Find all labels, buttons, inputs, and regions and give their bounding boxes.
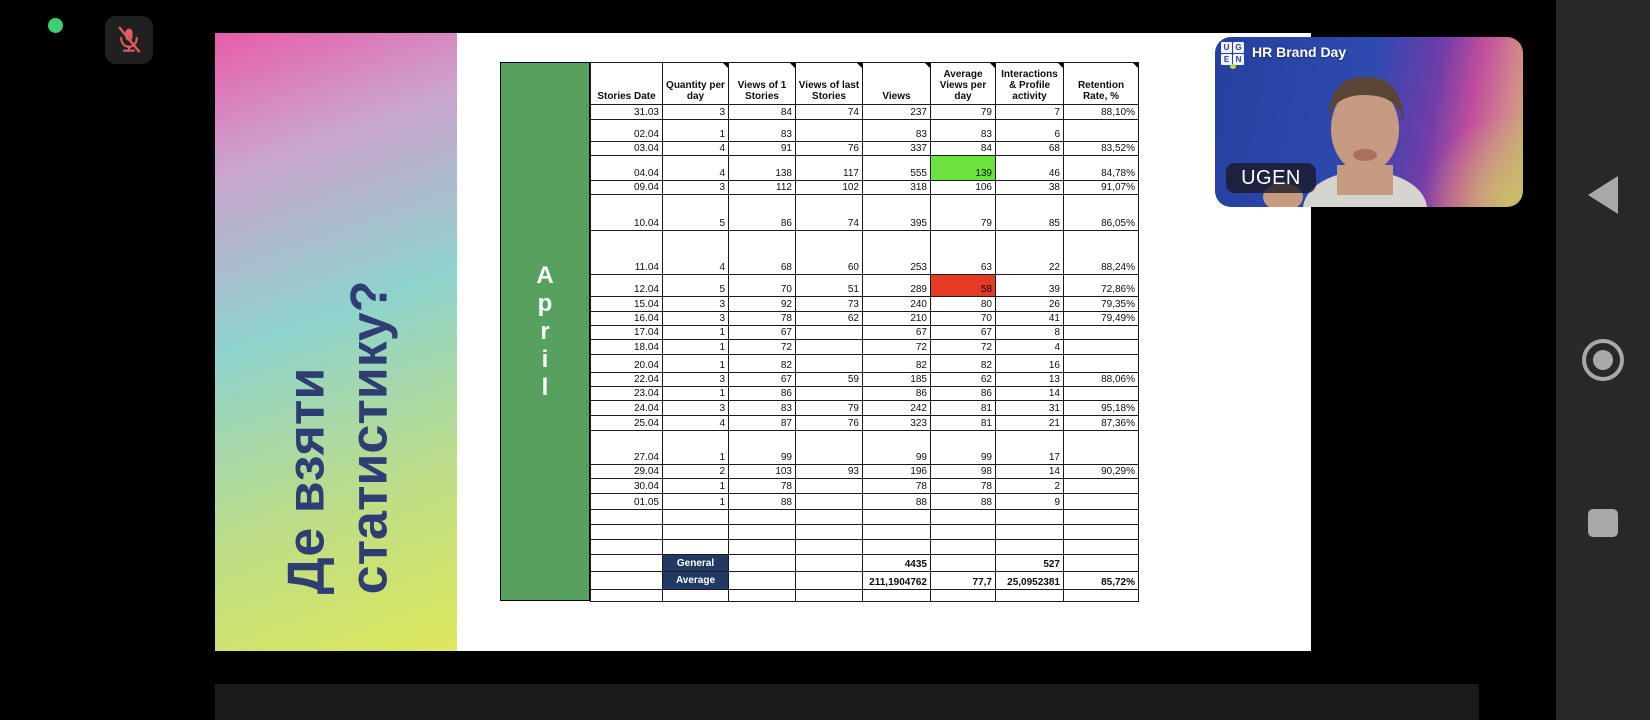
- table-cell: 88,10%: [1064, 105, 1139, 120]
- table-cell: [1064, 494, 1139, 510]
- table-cell: 67: [931, 326, 996, 340]
- table-cell: 395: [863, 195, 931, 231]
- table-cell: [863, 510, 931, 525]
- logo-tile: N: [1233, 54, 1244, 65]
- table-cell: 210: [863, 312, 931, 326]
- table-cell: 13: [996, 373, 1064, 387]
- table-cell: [796, 525, 863, 540]
- table-row: [591, 297, 1139, 312]
- table-cell: 79,49%: [1064, 312, 1139, 326]
- android-nav-bar: [1556, 0, 1650, 720]
- table-cell: 46: [996, 156, 1064, 181]
- slide-gradient-panel: [215, 33, 457, 651]
- table-cell: 253: [863, 231, 931, 275]
- table-cell: [796, 431, 863, 465]
- column-header: Views of 1 Stories: [729, 63, 796, 105]
- table-row: [591, 156, 1139, 181]
- table-cell: [1064, 340, 1139, 355]
- table-row: [591, 142, 1139, 156]
- column-header: Average Views per day: [931, 63, 996, 105]
- home-button[interactable]: [1556, 330, 1650, 390]
- table-cell: [663, 525, 729, 540]
- table-cell: [931, 540, 996, 555]
- table-cell: 2: [996, 479, 1064, 494]
- table-row: [591, 510, 1139, 525]
- table-cell: 25.04: [591, 416, 663, 431]
- table-cell: [729, 525, 796, 540]
- table-cell: 02.04: [591, 120, 663, 142]
- table-cell: [796, 590, 863, 602]
- comment-marker-icon: [790, 63, 795, 68]
- table-cell: 242: [863, 401, 931, 416]
- table-cell: 30.04: [591, 479, 663, 494]
- table-cell: 79: [931, 105, 996, 120]
- table-cell: 72,86%: [1064, 275, 1139, 297]
- table-cell: [931, 555, 996, 572]
- table-cell: 86,05%: [1064, 195, 1139, 231]
- participant-video-tile[interactable]: [1215, 37, 1523, 207]
- banner-title: HR Brand Day: [1252, 44, 1347, 60]
- table-cell: 4: [663, 156, 729, 181]
- table-row: [591, 120, 1139, 142]
- column-header: Interactions & Profile activity: [996, 63, 1064, 105]
- table-cell: 84: [931, 142, 996, 156]
- table-cell: 67: [729, 373, 796, 387]
- table-cell: [863, 525, 931, 540]
- table-cell: 04.04: [591, 156, 663, 181]
- table-cell: 323: [863, 416, 931, 431]
- table-cell: [796, 494, 863, 510]
- table-cell: 70: [729, 275, 796, 297]
- table-cell: [1064, 326, 1139, 340]
- slide-title-line-2: статистику?: [341, 280, 399, 594]
- table-cell: 88,06%: [1064, 373, 1139, 387]
- table-cell: 83: [931, 120, 996, 142]
- table-cell: 4: [663, 231, 729, 275]
- table-row: [591, 105, 1139, 120]
- table-cell: 14: [996, 465, 1064, 479]
- table-cell: 18.04: [591, 340, 663, 355]
- table-cell: 16.04: [591, 312, 663, 326]
- mic-muted-icon: [112, 23, 146, 57]
- home-circle-icon: [1582, 339, 1624, 381]
- table-cell: 72: [931, 340, 996, 355]
- table-cell: 74: [796, 105, 863, 120]
- table-cell: 58: [931, 275, 996, 297]
- table-cell: [729, 572, 796, 590]
- table-cell: 15.04: [591, 297, 663, 312]
- table-cell: 527: [996, 555, 1064, 572]
- table-cell: [1064, 510, 1139, 525]
- table-cell: 86: [931, 387, 996, 401]
- comment-marker-icon: [1133, 63, 1138, 68]
- table-cell: 4: [996, 340, 1064, 355]
- table-cell: 17.04: [591, 326, 663, 340]
- status-dot: [48, 18, 63, 33]
- table-cell: [591, 590, 663, 602]
- table-cell: [796, 120, 863, 142]
- comment-marker-icon: [723, 63, 728, 68]
- table-cell: 86: [729, 387, 796, 401]
- table-cell: 6: [996, 120, 1064, 142]
- table-cell: [591, 555, 663, 572]
- comment-marker-icon: [990, 63, 995, 68]
- table-cell: 68: [729, 231, 796, 275]
- table-row: [591, 312, 1139, 326]
- column-header: Stories Date: [591, 63, 663, 105]
- table-cell: 2: [663, 465, 729, 479]
- month-label-bar: [500, 62, 590, 601]
- table-cell: 03.04: [591, 142, 663, 156]
- table-cell: 62: [931, 373, 996, 387]
- table-cell: 81: [931, 416, 996, 431]
- table-cell: 27.04: [591, 431, 663, 465]
- table-cell: 1: [663, 494, 729, 510]
- table-cell: 82: [863, 355, 931, 373]
- comment-marker-icon: [1058, 63, 1063, 68]
- table-cell: [863, 540, 931, 555]
- table-cell: 1: [663, 340, 729, 355]
- table-cell: 98: [931, 465, 996, 479]
- table-cell: 88: [729, 494, 796, 510]
- table-cell: 82: [729, 355, 796, 373]
- table-cell: [1064, 431, 1139, 465]
- table-cell: 4: [663, 142, 729, 156]
- table-row: [591, 416, 1139, 431]
- table-cell: 117: [796, 156, 863, 181]
- back-button[interactable]: [1556, 165, 1650, 225]
- table-cell: [1064, 555, 1139, 572]
- summary-row: [591, 572, 1139, 590]
- column-header: Views: [863, 63, 931, 105]
- table-cell: 51: [796, 275, 863, 297]
- table-row: [591, 465, 1139, 479]
- table-cell: 31: [996, 401, 1064, 416]
- table-cell: 78: [729, 312, 796, 326]
- table-row: [591, 326, 1139, 340]
- table-cell: [729, 540, 796, 555]
- table-cell: [796, 355, 863, 373]
- table-cell: 14: [996, 387, 1064, 401]
- table-row: [591, 525, 1139, 540]
- ugen-logo-icon: [1221, 42, 1244, 65]
- table-cell: [1064, 525, 1139, 540]
- table-cell: 1: [663, 431, 729, 465]
- table-cell: 5: [663, 275, 729, 297]
- table-cell: 88,24%: [1064, 231, 1139, 275]
- table-cell: 12.04: [591, 275, 663, 297]
- month-letter: l: [541, 373, 549, 401]
- stories-stats-table: [590, 62, 1139, 602]
- table-cell: 70: [931, 312, 996, 326]
- table-cell: [1064, 355, 1139, 373]
- recents-button[interactable]: [1556, 493, 1650, 553]
- table-cell: [996, 510, 1064, 525]
- table-cell: 78: [729, 479, 796, 494]
- table-cell: 83: [729, 120, 796, 142]
- table-cell: 78: [931, 479, 996, 494]
- table-cell: 77,7: [931, 572, 996, 590]
- table-row: [591, 355, 1139, 373]
- table-cell: 22.04: [591, 373, 663, 387]
- table-cell: [729, 590, 796, 602]
- table-cell: 84: [729, 105, 796, 120]
- month-letter: r: [540, 317, 550, 345]
- table-cell: 09.04: [591, 181, 663, 195]
- table-cell: [729, 555, 796, 572]
- table-cell: 4: [663, 416, 729, 431]
- table-cell: 38: [996, 181, 1064, 195]
- table-cell: 23.04: [591, 387, 663, 401]
- table-cell: 83,52%: [1064, 142, 1139, 156]
- table-cell: 318: [863, 181, 931, 195]
- logo-dot: [1230, 64, 1236, 69]
- column-header: Views of last Stories: [796, 63, 863, 105]
- table-cell: [796, 510, 863, 525]
- month-letter: i: [541, 345, 549, 373]
- table-cell: 1: [663, 326, 729, 340]
- webcam-banner: [1221, 42, 1346, 65]
- table-cell: 9: [996, 494, 1064, 510]
- table-cell: 67: [863, 326, 931, 340]
- table-cell: 102: [796, 181, 863, 195]
- table-cell: 1: [663, 479, 729, 494]
- table-cell: 85: [996, 195, 1064, 231]
- table-cell: 5: [663, 195, 729, 231]
- table-cell: [796, 540, 863, 555]
- table-cell: 79,35%: [1064, 297, 1139, 312]
- table-cell: 7: [996, 105, 1064, 120]
- table-cell: [796, 572, 863, 590]
- table-cell: 81: [931, 401, 996, 416]
- table-cell: [796, 555, 863, 572]
- table-cell: 93: [796, 465, 863, 479]
- table-cell: 59: [796, 373, 863, 387]
- table-cell: [796, 326, 863, 340]
- table-cell: 4435: [863, 555, 931, 572]
- table-cell: 29.04: [591, 465, 663, 479]
- table-cell: 76: [796, 142, 863, 156]
- table-cell: 185: [863, 373, 931, 387]
- table-cell: 79: [796, 401, 863, 416]
- table-cell: 289: [863, 275, 931, 297]
- table-cell: 84,78%: [1064, 156, 1139, 181]
- table-cell: 10.04: [591, 195, 663, 231]
- summary-row: [591, 590, 1139, 602]
- table-cell: [591, 510, 663, 525]
- table-cell: [996, 525, 1064, 540]
- table-cell: 63: [931, 231, 996, 275]
- table-cell: 26: [996, 297, 1064, 312]
- table-cell: [796, 340, 863, 355]
- table-cell: 196: [863, 465, 931, 479]
- table-row: [591, 431, 1139, 465]
- table-cell: 21: [996, 416, 1064, 431]
- table-cell: [663, 540, 729, 555]
- table-row: [591, 231, 1139, 275]
- month-letter: A: [536, 261, 554, 289]
- table-cell: 73: [796, 297, 863, 312]
- table-cell: [796, 479, 863, 494]
- table-cell: 22: [996, 231, 1064, 275]
- table-cell: [996, 540, 1064, 555]
- table-cell: 3: [663, 373, 729, 387]
- table-cell: 20.04: [591, 355, 663, 373]
- logo-tile: E: [1221, 54, 1232, 65]
- table-cell: [1064, 120, 1139, 142]
- table-row: [591, 340, 1139, 355]
- table-cell: 25,0952381: [996, 572, 1064, 590]
- table-cell: 86: [729, 195, 796, 231]
- table-cell: [729, 510, 796, 525]
- slide-title-line-1: Де взяти: [277, 367, 336, 594]
- table-cell: 91: [729, 142, 796, 156]
- logo-tile: G: [1233, 42, 1244, 53]
- month-label: [536, 262, 553, 402]
- table-cell: 41: [996, 312, 1064, 326]
- comment-marker-icon: [857, 63, 862, 68]
- recents-square-icon: [1588, 509, 1618, 537]
- table-cell: [591, 572, 663, 590]
- table-cell: 3: [663, 401, 729, 416]
- table-cell: 83: [863, 120, 931, 142]
- table-cell: 62: [796, 312, 863, 326]
- column-header: Retention Rate, %: [1064, 63, 1139, 105]
- table-cell: 01.05: [591, 494, 663, 510]
- table-row: [591, 540, 1139, 555]
- table-cell: 106: [931, 181, 996, 195]
- table-cell: 92: [729, 297, 796, 312]
- table-row: [591, 387, 1139, 401]
- table-cell: 24.04: [591, 401, 663, 416]
- table-cell: [591, 525, 663, 540]
- table-row: [591, 373, 1139, 387]
- table-cell: 88: [863, 494, 931, 510]
- table-cell: 139: [931, 156, 996, 181]
- table-cell: 67: [729, 326, 796, 340]
- table-cell: 90,29%: [1064, 465, 1139, 479]
- table-cell: 1: [663, 355, 729, 373]
- summary-label-cell: Average: [663, 572, 729, 590]
- table-cell: [1064, 590, 1139, 602]
- table-cell: 3: [663, 297, 729, 312]
- table-cell: [996, 590, 1064, 602]
- table-cell: 3: [663, 105, 729, 120]
- table-cell: [1064, 479, 1139, 494]
- table-cell: 17: [996, 431, 1064, 465]
- table-cell: 80: [931, 297, 996, 312]
- table-cell: 8: [996, 326, 1064, 340]
- table-cell: [591, 540, 663, 555]
- table-cell: 78: [863, 479, 931, 494]
- table-cell: 74: [796, 195, 863, 231]
- table-cell: 211,1904762: [863, 572, 931, 590]
- table-cell: 3: [663, 181, 729, 195]
- table-cell: 86: [863, 387, 931, 401]
- table-row: [591, 479, 1139, 494]
- participant-name-label: UGEN: [1226, 163, 1316, 193]
- column-header: Quantity per day: [663, 63, 729, 105]
- table-cell: 99: [863, 431, 931, 465]
- table-row: [591, 195, 1139, 231]
- mic-muted-button[interactable]: [105, 16, 153, 64]
- table-cell: 112: [729, 181, 796, 195]
- table-cell: 83: [729, 401, 796, 416]
- table-cell: 76: [796, 416, 863, 431]
- table-cell: 85,72%: [1064, 572, 1139, 590]
- table-cell: 39: [996, 275, 1064, 297]
- table-cell: 82: [931, 355, 996, 373]
- table-cell: 60: [796, 231, 863, 275]
- table-cell: [663, 510, 729, 525]
- table-cell: [1064, 387, 1139, 401]
- table-cell: [931, 525, 996, 540]
- table-cell: 31.03: [591, 105, 663, 120]
- table-row: [591, 401, 1139, 416]
- letterbox-bar: [215, 684, 1479, 720]
- table-cell: 240: [863, 297, 931, 312]
- table-row: [591, 494, 1139, 510]
- summary-label-cell: General: [663, 555, 729, 572]
- table-cell: 72: [729, 340, 796, 355]
- table-cell: 87,36%: [1064, 416, 1139, 431]
- table-cell: 237: [863, 105, 931, 120]
- table-cell: [663, 590, 729, 602]
- table-cell: 68: [996, 142, 1064, 156]
- table-cell: 87: [729, 416, 796, 431]
- table-cell: [931, 510, 996, 525]
- table-cell: 11.04: [591, 231, 663, 275]
- table-cell: 555: [863, 156, 931, 181]
- month-letter: p: [537, 289, 553, 317]
- back-triangle-icon: [1588, 176, 1618, 214]
- table-cell: 1: [663, 120, 729, 142]
- table-cell: [931, 590, 996, 602]
- table-cell: 99: [729, 431, 796, 465]
- table-cell: 1: [663, 387, 729, 401]
- table-cell: 72: [863, 340, 931, 355]
- table-cell: [796, 387, 863, 401]
- summary-row: [591, 555, 1139, 572]
- table-cell: 79: [931, 195, 996, 231]
- shared-slide: [215, 33, 1311, 651]
- logo-tile: U: [1221, 42, 1232, 53]
- table-cell: 16: [996, 355, 1064, 373]
- table-cell: 88: [931, 494, 996, 510]
- table-cell: 91,07%: [1064, 181, 1139, 195]
- table-row: [591, 275, 1139, 297]
- table-cell: 95,18%: [1064, 401, 1139, 416]
- comment-marker-icon: [925, 63, 930, 68]
- table-cell: [863, 590, 931, 602]
- table-cell: [1064, 540, 1139, 555]
- table-cell: 99: [931, 431, 996, 465]
- table-row: [591, 181, 1139, 195]
- table-cell: 3: [663, 312, 729, 326]
- table-cell: 103: [729, 465, 796, 479]
- table-cell: 337: [863, 142, 931, 156]
- table-cell: 138: [729, 156, 796, 181]
